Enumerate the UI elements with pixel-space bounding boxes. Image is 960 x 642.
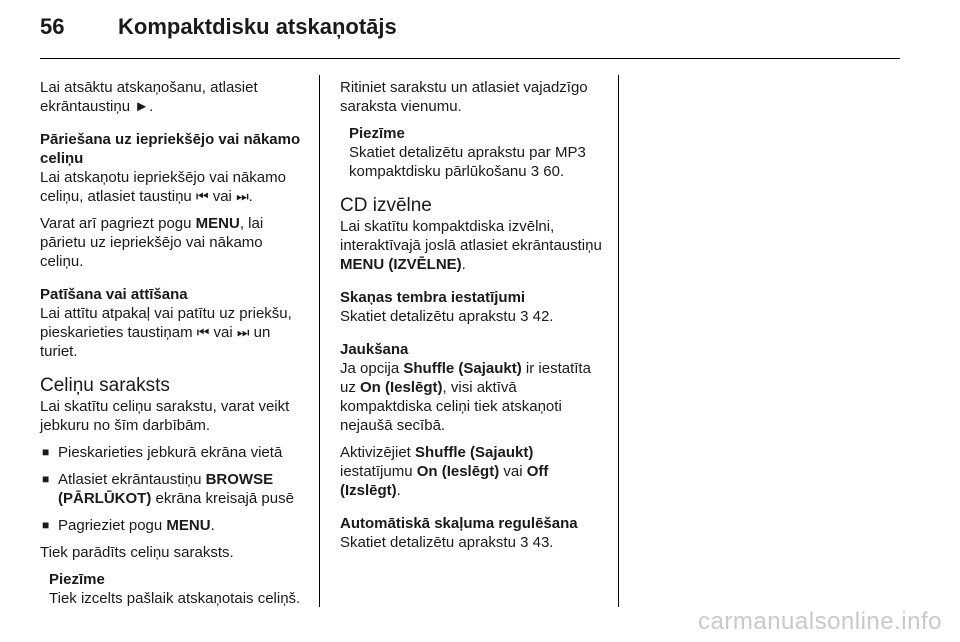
heading-tone-settings: Skaņas tembra iestatījumi [340, 289, 526, 306]
note-text: Tiek izcelts pašlaik atskaņotais celiņš. [49, 590, 301, 607]
track-list-intro: Lai skatītu celiņu sarakstu, varat veikt jebkuru no šīm darbībām. [40, 398, 290, 434]
list-item: ■ Atlasiet ekrāntaustiņu BROWSE (PĀRLŪKOT) ekrāna kreisajā pusē [42, 471, 294, 507]
note-mp3 [349, 124, 608, 181]
bullet-icon: ■ [42, 518, 50, 532]
cd-menu-paragraph: Lai skatītu kompaktdiska izvēlni, interaktīvajā joslā atlasiet ekrāntaustiņu MENU (IZVĒLNE). [340, 218, 602, 273]
note-highlight [49, 570, 308, 608]
heading-shuffle: Jaukšana [340, 341, 409, 358]
heading-prev-next-track: Pāriešana uz iepriekšējo vai nākamo celiņu [40, 131, 301, 167]
bullet-icon: ■ [42, 445, 50, 459]
column-divider-left [319, 75, 320, 607]
header-rule [40, 58, 900, 59]
page-title: Kompaktdisku atskaņotājs [118, 14, 397, 39]
column-right [340, 78, 608, 560]
next-track-icon: ⏭ [236, 324, 250, 340]
shuffle-paragraph: Ja opcija Shuffle (Sajaukt) ir iestatīta uz On (Ieslēgt), visi aktīvā kompaktdiska celiņi tiek atskaņoti nejaušā secībā. [340, 360, 591, 434]
note-title: Piezīme [49, 571, 105, 588]
page-number: 56 [40, 14, 65, 39]
bullet-icon: ■ [42, 472, 50, 486]
column-left [40, 78, 308, 616]
previous-track-icon: ⏮ [196, 324, 210, 340]
prev-next-paragraph: Lai atskaņotu iepriekšējo vai nākamo celiņu, atlasiet taustiņu ⏮ vai ⏭. [40, 169, 286, 205]
seek-paragraph: Lai attītu atpakaļ vai patītu uz priekšu, pieskarieties taustiņam ⏮ vai ⏭ un turiet. [40, 305, 292, 360]
heading-seek: Patīšana vai attīšana [40, 286, 188, 303]
list-item: ■ Pieskarieties jebkurā ekrāna vietā [42, 444, 283, 461]
tone-paragraph: Skatiet detalizētu aprakstu 3 42. [340, 308, 554, 325]
track-list-options [40, 443, 308, 535]
page-header [40, 14, 397, 50]
shuffle-activate-paragraph: Aktivizējiet Shuffle (Sajaukt) iestatījumu On (Ieslēgt) vai Off (Izslēgt). [340, 444, 549, 499]
page-ref: 3 43. [520, 534, 554, 551]
watermark: carmanualsonline.info [698, 608, 942, 635]
scroll-paragraph: Ritiniet sarakstu un atlasiet vajadzīgo saraksta vienumu. [340, 79, 588, 115]
resume-paragraph: Lai atsāktu atskaņošanu, atlasiet ekrāntaustiņu ►. [40, 79, 258, 115]
previous-track-icon: ⏮ [195, 188, 209, 204]
list-item: ■ Pagrieziet pogu MENU. [42, 517, 215, 534]
column-divider-right [618, 75, 619, 607]
heading-auto-volume: Automātiskā skaļuma regulēšana [340, 515, 578, 532]
track-list-shown: Tiek parādīts celiņu saraksts. [40, 544, 234, 561]
note-title: Piezīme [349, 125, 405, 142]
next-track-icon: ⏭ [236, 188, 249, 204]
section-cd-menu: CD izvēlne [340, 195, 432, 216]
page-ref: 3 42. [520, 308, 554, 325]
note-text: Skatiet detalizētu aprakstu par MP3 kompaktdisku pārlūkošanu [349, 144, 586, 180]
menu-knob-paragraph: Varat arī pagriezt pogu MENU, lai pārietu uz iepriekšējo vai nākamo celiņu. [40, 215, 264, 270]
page-ref: 3 60. [530, 163, 565, 180]
auto-volume-paragraph: Skatiet detalizētu aprakstu 3 43. [340, 534, 554, 551]
section-track-list: Celiņu saraksts [40, 375, 170, 396]
